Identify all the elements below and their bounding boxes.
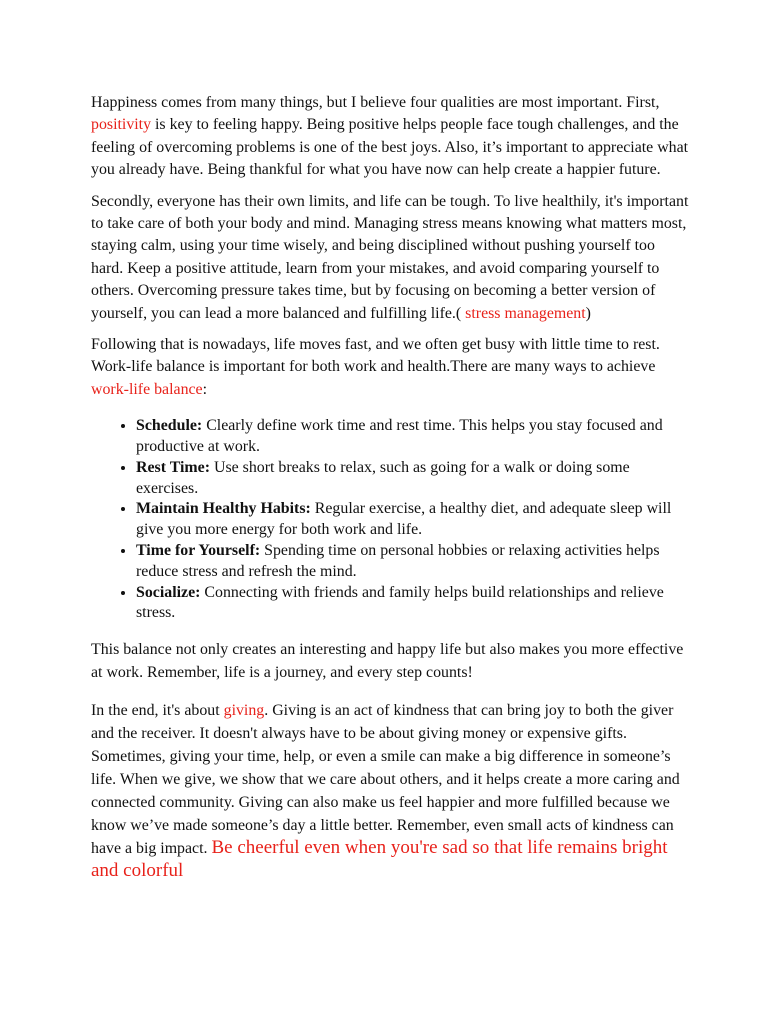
link-giving[interactable]: giving: [223, 702, 265, 720]
tip-term: Rest Time:: [136, 458, 210, 476]
list-item: [136, 416, 691, 458]
paragraph-text: Secondly, everyone has their own limits, and life can be tough. To live healthily, it's important to take care of both your body and mind. Managing stress means knowing what matters most, staying calm, using your time wisely, and being disciplined without pushing yourself too hard. Keep a positive attitude, learn from your mistakes, and avoid comparing yourself to others. Overcoming pressure takes time, but by focusing on becoming a better version of yourself, you can lead a more balanced and fulfilling life.(: [91, 192, 689, 322]
tip-term: Socialize:: [136, 583, 201, 601]
paragraph-text: . Giving is an act of kindness that can bring joy to both the giver and the receiver. It doesn't always have to be about giving money or expensive gifts. Sometimes, giving your time, help, or even a smile can make a big difference in someone’s life. When we give, we show that we care about others, and it helps create a more caring and connected community. Giving can also make us feel happier and more fulfilled because we know we’ve made someone’s day a little better. Remember, even small acts of kindness can have a big impact.: [91, 702, 680, 858]
tip-text: Use short breaks to relax, such as going for a walk or doing some exercises.: [136, 458, 630, 497]
document-body: [91, 92, 691, 892]
list-item: [136, 499, 691, 541]
link-positivity[interactable]: positivity: [91, 116, 152, 134]
paragraph-positivity: [91, 92, 691, 182]
tip-text: Spending time on personal hobbies or relaxing activities helps reduce stress and refresh the mind.: [136, 542, 660, 580]
tip-term: Maintain Healthy Habits:: [136, 500, 311, 518]
tip-text: Connecting with friends and family helps build relationships and relieve stress.: [136, 583, 664, 622]
tip-term: Schedule:: [136, 417, 203, 435]
tip-text: Clearly define work time and rest time. This helps you stay focused and productive at work.: [136, 417, 663, 456]
list-item: [136, 541, 691, 583]
paragraph-text: ): [585, 304, 591, 322]
paragraph-text: In the end, it's about: [91, 702, 224, 720]
paragraph-balance: This balance not only creates an interesting and happy life but also makes you more effective at work. Remember, life is a journey, and every step counts!: [91, 641, 684, 681]
closing-quote: Be cheerful even when you're sad so that life remains bright and colorful: [91, 837, 668, 882]
tip-text: Regular exercise, a healthy diet, and adequate sleep will give you more energy for both work and life.: [136, 500, 672, 539]
paragraph-giving: [91, 699, 691, 883]
paragraph-stress: [91, 191, 691, 325]
link-stress-management[interactable]: stress management: [461, 304, 586, 322]
paragraph-text: :: [202, 380, 208, 398]
tip-term: Time for Yourself:: [136, 542, 261, 560]
paragraph-work-life: [91, 334, 691, 401]
paragraph-text: is key to feeling happy. Being positive helps people face tough challenges, and the feeling of overcoming problems is one of the best joys. Also, it’s important to appreciate what you already have. Being thankful for what you have now can help create a happier future.: [91, 116, 689, 179]
tips-list: [91, 416, 691, 624]
paragraph-text: Following that is nowadays, life moves fast, and we often get busy with little time to rest. Work-life balance is important for both work and health.There are many ways to achieve: [91, 336, 660, 376]
list-item: [136, 583, 691, 625]
paragraph-text: Happiness comes from many things, but I believe four qualities are most important. First,: [91, 94, 660, 111]
link-work-life-balance[interactable]: work-life balance: [91, 380, 203, 398]
list-item: [136, 458, 691, 500]
